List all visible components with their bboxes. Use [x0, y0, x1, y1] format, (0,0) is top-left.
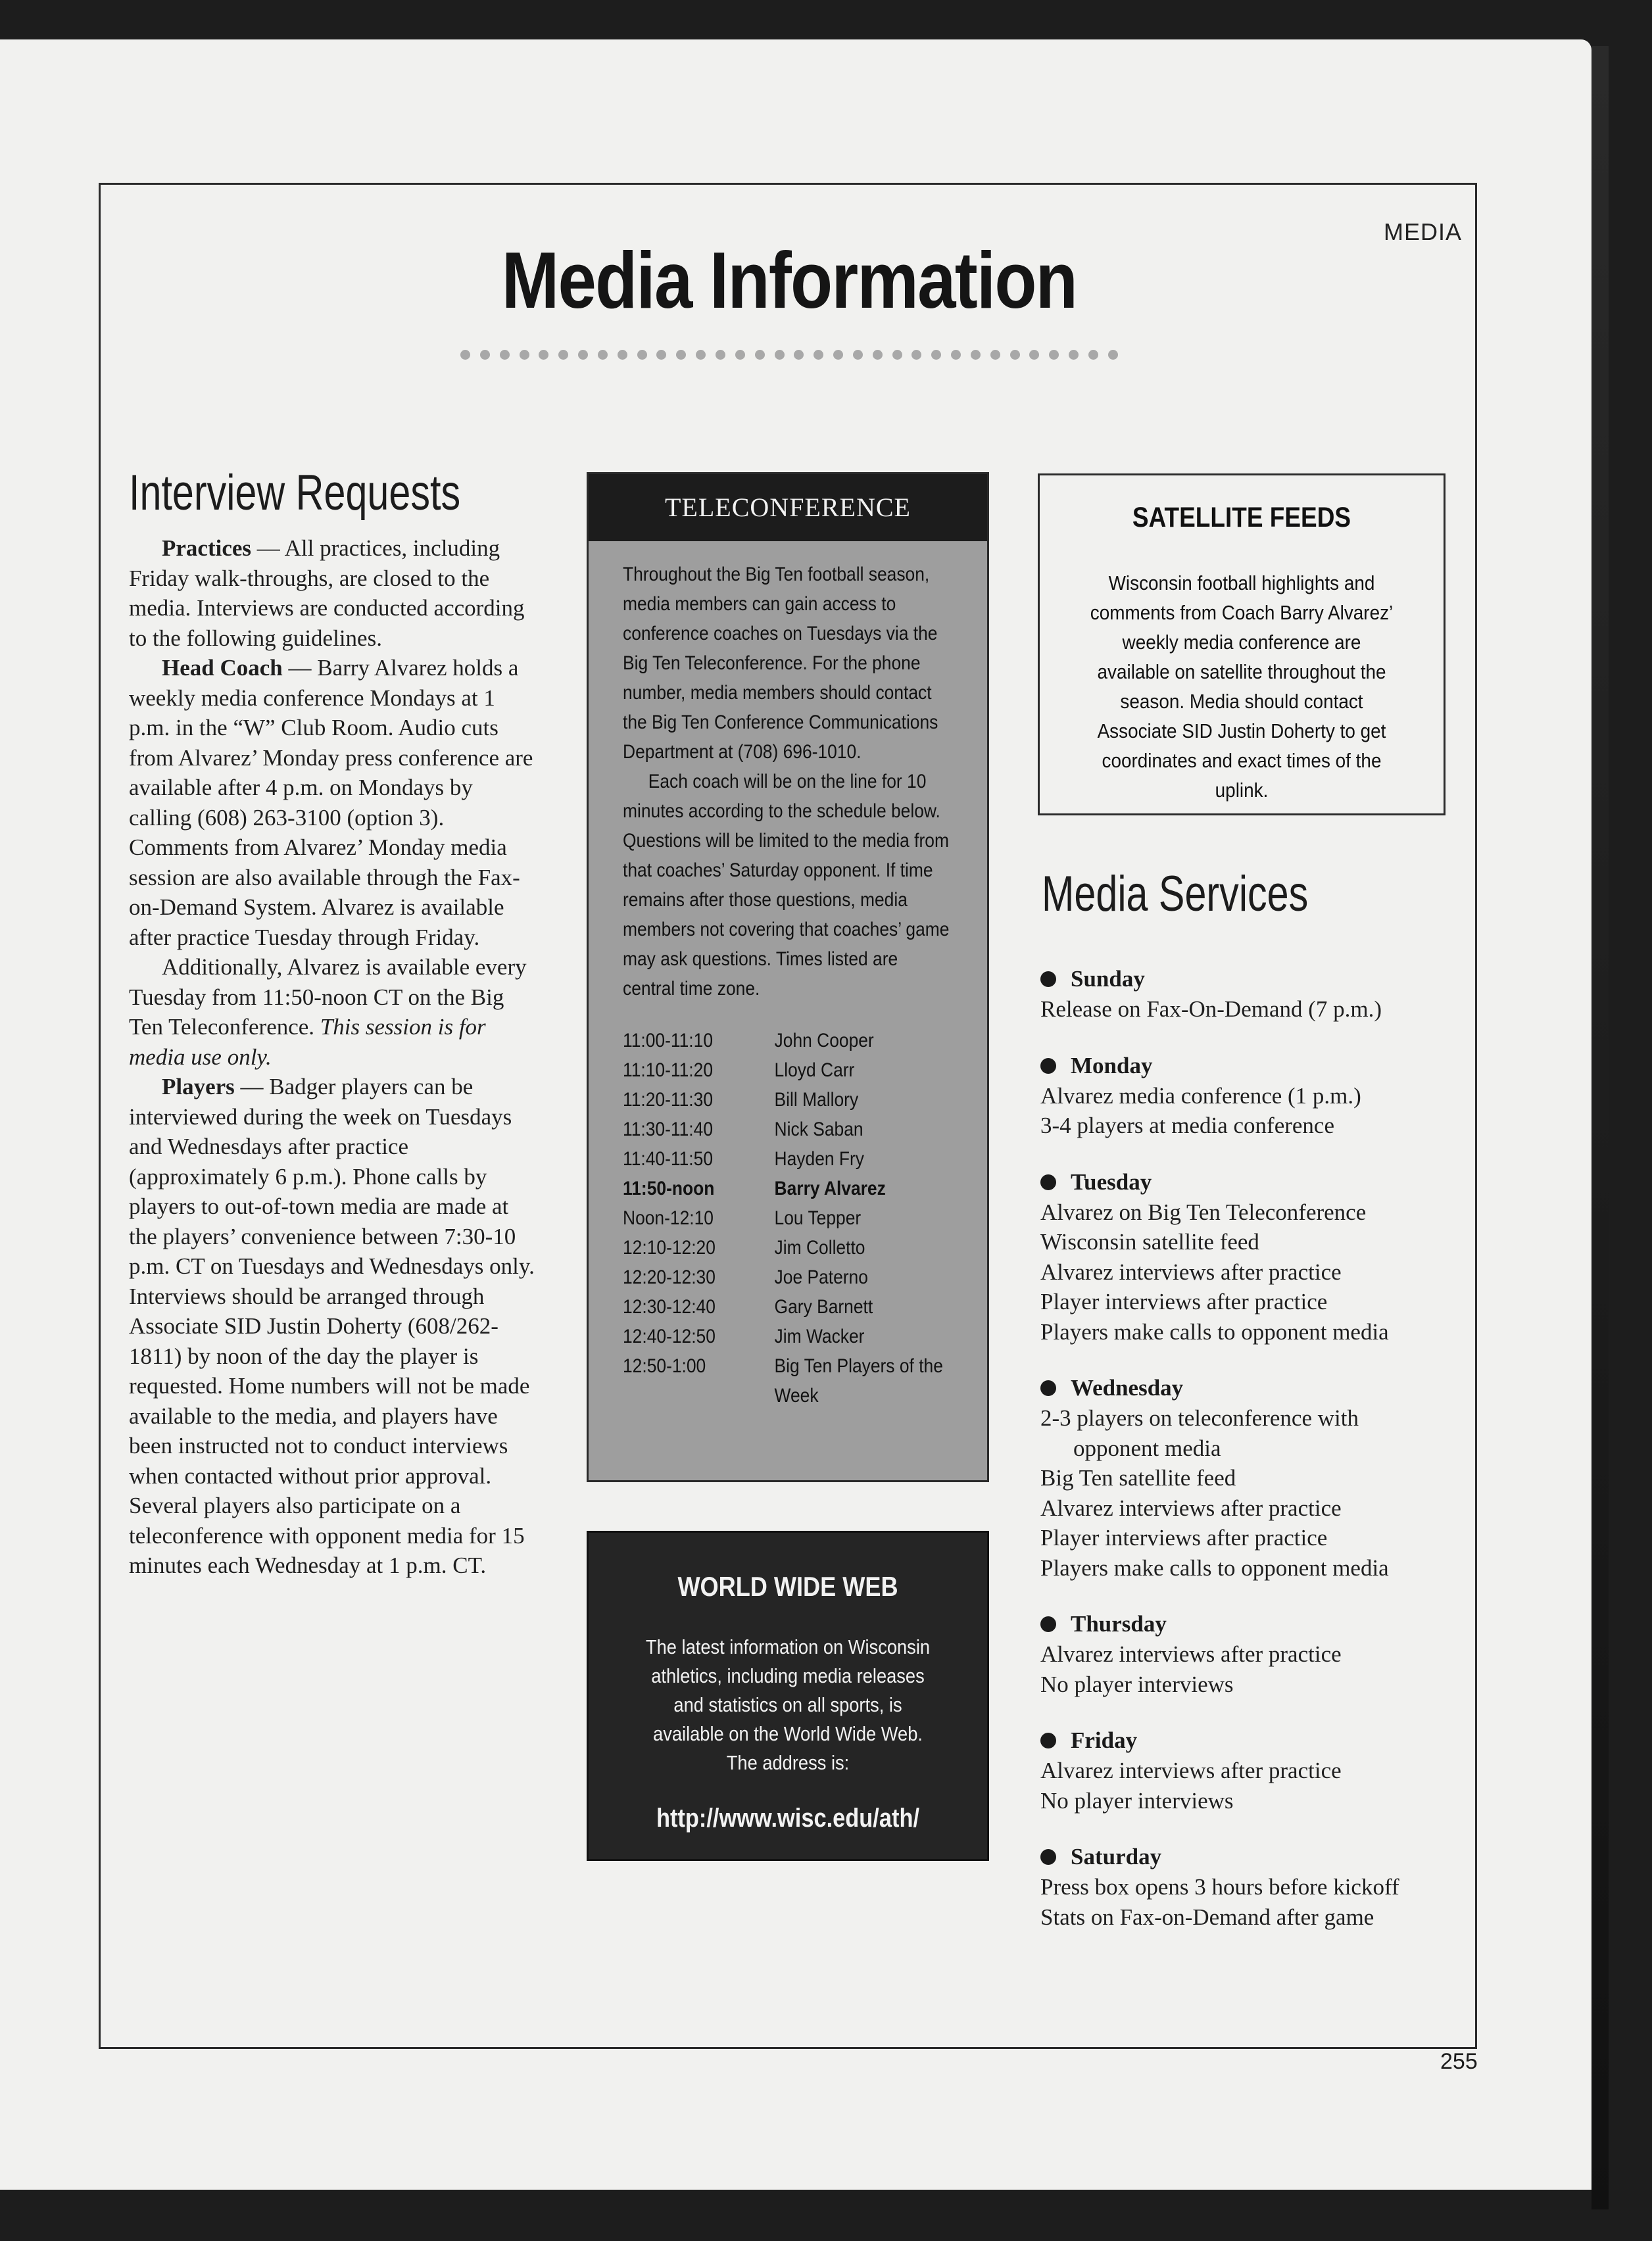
world-wide-web-text: The latest information on Wisconsin athletics, including media releases and statistics on all sports, is available on the World Wide Web. The address is: — [645, 1635, 931, 1774]
teleconference-box — [587, 472, 989, 1482]
title-dot — [1088, 350, 1098, 360]
title-dot — [460, 350, 470, 360]
service-item: Players make calls to opponent media — [1040, 1318, 1389, 1345]
title-dot — [598, 350, 608, 360]
title-dot — [911, 350, 921, 360]
title-dot — [716, 350, 725, 360]
bullet-icon — [1040, 1058, 1056, 1074]
schedule-row — [623, 1144, 954, 1174]
service-day-label: Saturday — [1071, 1844, 1162, 1869]
page-number: 255 — [1440, 2049, 1478, 2074]
title-dot — [578, 350, 588, 360]
interview-paragraph — [129, 533, 537, 653]
paragraph-text: — Badger players can be interviewed during the week on Tuesdays and Wednesdays after practice (approximately 6 p.m.). Phone calls by players to out-of-town media are made at the players’ convenience between 7:30-10 p.m. CT on Tuesdays and Wednesdays only. Interviews should be arranged through Associate SID Justin Doherty (608/262-1811) by noon of the day the player is requested. Home numbers will not be made available to the media, and players have been instructed not to conduct interviews when contacted without prior approval. Several players also participate on a teleconference with opponent media for 15 minutes each Wednesday at 1 p.m. CT. — [129, 1074, 535, 1578]
service-item: No player interviews — [1040, 1671, 1234, 1697]
title-dot — [696, 350, 706, 360]
interview-requests-heading: Interview Requests — [129, 465, 461, 521]
satellite-feeds-text: Wisconsin football highlights and comments from Coach Barry Alvarez’ weekly media conference are available on satellite throughout the season. Media should contact Associate SID Justin Doherty to get coordinates and exact times of the uplink. — [1090, 571, 1394, 802]
title-dot — [775, 350, 785, 360]
bullet-icon — [1040, 1380, 1056, 1396]
title-dot — [500, 350, 510, 360]
service-day-name — [1040, 1725, 1474, 1756]
paragraph-text: — Barry Alvarez holds a weekly media conference Mondays at 1 p.m. in the “W” Club Room. Audio cuts from Alvarez’ Monday press conference are available after 4 p.m. on Mondays by calling (608) 263-3100 (option 3). Comments from Alvarez’ Monday media session are also available through the Fax-on-Demand System. Alvarez is available after practice Tuesday through Friday. — [129, 655, 533, 950]
service-day-label: Friday — [1071, 1727, 1138, 1753]
title-dot — [892, 350, 902, 360]
title-dot — [1069, 350, 1079, 360]
service-day-name — [1040, 1373, 1474, 1403]
bullet-icon — [1040, 1733, 1056, 1748]
schedule-row — [623, 1322, 954, 1351]
paragraph-text: Additionally, Alvarez is available every Tuesday from 11:50-noon CT on the Big Ten Teleconference. — [129, 954, 527, 1040]
schedule-time: 11:00-11:10 — [623, 1030, 714, 1051]
service-day — [1040, 1051, 1474, 1141]
title-dot — [520, 350, 529, 360]
title-dot — [656, 350, 666, 360]
service-day-label: Sunday — [1071, 966, 1145, 992]
service-item: Player interviews after practice — [1040, 1289, 1328, 1314]
service-item: Alvarez interviews after practice — [1040, 1259, 1342, 1285]
service-day — [1040, 964, 1474, 1024]
title-dot — [618, 350, 627, 360]
paragraph-italic-note: This session is for media use only. — [129, 1014, 486, 1070]
schedule-time: 11:50-noon — [623, 1178, 715, 1199]
service-day — [1040, 1725, 1474, 1816]
bullet-icon — [1040, 1174, 1056, 1190]
title-dot-rule — [460, 350, 1118, 360]
paragraph-lead: Practices — [162, 535, 252, 561]
bullet-icon — [1040, 1616, 1056, 1632]
teleconference-paragraph: Each coach will be on the line for 10 minutes according to the schedule below. Questions will be limited to the media from that coaches’ Saturday opponent. If time remains after those questions, media members not covering that coaches’ game may ask questions. Times listed are central time zone. — [623, 771, 950, 1000]
paragraph-lead: Head Coach — [162, 655, 283, 681]
service-item: Stats on Fax-on-Demand after game — [1040, 1904, 1374, 1930]
schedule-coach: Nick Saban — [774, 1119, 863, 1140]
service-item: Wisconsin satellite feed — [1040, 1229, 1259, 1255]
service-item: Alvarez on Big Ten Teleconference — [1040, 1199, 1367, 1225]
service-item: 2-3 players on teleconference with — [1040, 1405, 1359, 1431]
schedule-time: 12:30-12:40 — [623, 1296, 716, 1318]
schedule-coach: Barry Alvarez — [774, 1178, 886, 1199]
teleconference-heading: TELECONFERENCE — [589, 474, 987, 541]
service-item: Alvarez interviews after practice — [1040, 1495, 1342, 1521]
schedule-time: 11:20-11:30 — [623, 1089, 714, 1111]
service-day — [1040, 1167, 1474, 1347]
page-edge — [1591, 46, 1609, 2209]
schedule-row — [623, 1351, 954, 1410]
interview-paragraph — [129, 653, 537, 952]
schedule-time: 11:30-11:40 — [623, 1119, 714, 1140]
service-item: Player interviews after practice — [1040, 1525, 1328, 1551]
world-wide-web-heading: WORLD WIDE WEB — [677, 1571, 898, 1602]
schedule-row — [623, 1233, 954, 1263]
teleconference-paragraph: Throughout the Big Ten football season, media members can gain access to conference coaches on Tuesdays via the Big Ten Teleconference. For the phone number, media members should contact the Big Ten Conference Communications Department at (708) 696-1010. — [623, 564, 938, 763]
interview-paragraph — [129, 1072, 537, 1581]
schedule-coach: Jim Wacker — [774, 1326, 865, 1347]
title-dot — [1010, 350, 1020, 360]
section-tag: MEDIA — [1384, 218, 1463, 245]
service-item: Press box opens 3 hours before kickoff — [1040, 1874, 1399, 1900]
service-item: Players make calls to opponent media — [1040, 1554, 1389, 1581]
service-day-label: Wednesday — [1071, 1375, 1184, 1401]
service-item: opponent media — [1073, 1435, 1221, 1461]
service-day — [1040, 1842, 1474, 1932]
title-dot — [755, 350, 765, 360]
title-dot — [1029, 350, 1039, 360]
service-day — [1040, 1609, 1474, 1699]
service-day-label: Thursday — [1071, 1611, 1167, 1637]
schedule-coach: Jim Colletto — [774, 1237, 865, 1259]
schedule-row — [623, 1055, 954, 1085]
schedule-row — [623, 1085, 954, 1115]
media-services-heading: Media Services — [1042, 866, 1309, 922]
title-dot — [735, 350, 745, 360]
schedule-coach: Bill Mallory — [774, 1089, 859, 1111]
schedule-row — [623, 1174, 954, 1203]
schedule-coach: Big Ten Players of the Week — [774, 1355, 943, 1407]
satellite-feeds-heading: SATELLITE FEEDS — [1132, 502, 1351, 533]
title-dot — [558, 350, 568, 360]
service-day-name — [1040, 1609, 1474, 1639]
service-day-name — [1040, 1842, 1474, 1872]
schedule-time: 11:40-11:50 — [623, 1148, 714, 1170]
title-dot — [1108, 350, 1118, 360]
title-dot — [833, 350, 843, 360]
service-day-label: Tuesday — [1071, 1169, 1152, 1195]
satellite-feeds-box — [1038, 473, 1446, 815]
teleconference-schedule — [623, 1026, 953, 1410]
schedule-row — [623, 1263, 954, 1292]
schedule-coach: Hayden Fry — [774, 1148, 865, 1170]
service-day-label: Monday — [1071, 1052, 1153, 1078]
schedule-coach: John Cooper — [774, 1030, 874, 1051]
title-dot — [676, 350, 686, 360]
schedule-row — [623, 1292, 954, 1322]
service-item: Alvarez interviews after practice — [1040, 1641, 1342, 1667]
title-dot — [480, 350, 490, 360]
title-dot — [853, 350, 863, 360]
bullet-icon — [1040, 1849, 1056, 1865]
paragraph-lead: Players — [162, 1074, 235, 1099]
service-day — [1040, 1373, 1474, 1583]
schedule-time: 12:20-12:30 — [623, 1266, 716, 1288]
title-dot — [814, 350, 823, 360]
service-day-name — [1040, 964, 1474, 994]
schedule-coach: Lou Tepper — [774, 1207, 862, 1229]
service-day-name — [1040, 1167, 1474, 1197]
title-dot — [873, 350, 883, 360]
schedule-row — [623, 1026, 954, 1055]
schedule-row — [623, 1115, 954, 1144]
service-item: Release on Fax-On-Demand (7 p.m.) — [1040, 996, 1382, 1022]
page-title: Media Information — [501, 235, 1077, 325]
schedule-time: 11:10-11:20 — [623, 1059, 714, 1081]
schedule-row — [623, 1203, 954, 1233]
interview-paragraph — [129, 952, 537, 1072]
service-item: 3-4 players at media conference — [1040, 1113, 1334, 1138]
schedule-time: Noon-12:10 — [623, 1207, 714, 1229]
title-dot — [971, 350, 981, 360]
service-item: No player interviews — [1040, 1787, 1234, 1814]
schedule-coach: Joe Paterno — [774, 1266, 868, 1288]
service-day-name — [1040, 1051, 1474, 1081]
media-services-list — [1040, 964, 1474, 1958]
title-dot — [931, 350, 941, 360]
interview-requests-body — [129, 533, 537, 1581]
title-dot — [951, 350, 961, 360]
title-dot — [794, 350, 804, 360]
schedule-coach: Lloyd Carr — [774, 1059, 855, 1081]
schedule-time: 12:50-1:00 — [623, 1355, 706, 1377]
interview-requests-column — [129, 464, 537, 1581]
teleconference-body — [589, 541, 987, 1410]
service-item: Alvarez interviews after practice — [1040, 1758, 1342, 1783]
bullet-icon — [1040, 971, 1056, 987]
title-dot — [990, 350, 1000, 360]
title-dot — [637, 350, 647, 360]
paragraph-text: — All practices, including Friday walk-throughs, are closed to the media. Interviews are conducted according to the following guidelines. — [129, 535, 525, 651]
world-wide-web-box — [587, 1531, 989, 1861]
schedule-coach: Gary Barnett — [774, 1296, 873, 1318]
schedule-time: 12:10-12:20 — [623, 1237, 716, 1259]
title-dot — [539, 350, 548, 360]
service-item: Alvarez media conference (1 p.m.) — [1040, 1082, 1361, 1109]
title-dot — [1049, 350, 1059, 360]
schedule-time: 12:40-12:50 — [623, 1326, 716, 1347]
website-url-link[interactable]: http://www.wisc.edu/ath/ — [656, 1804, 920, 1833]
service-item: Big Ten satellite feed — [1040, 1465, 1236, 1491]
